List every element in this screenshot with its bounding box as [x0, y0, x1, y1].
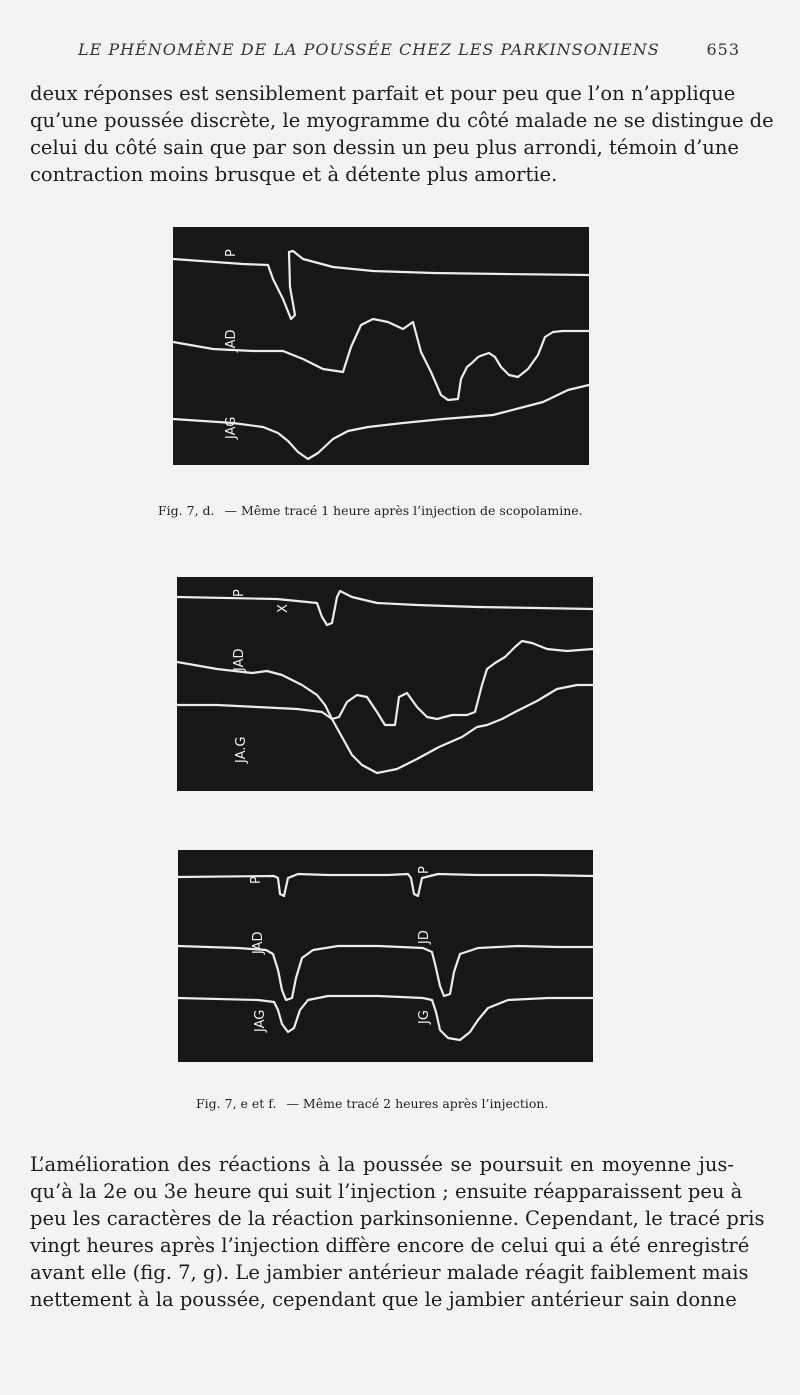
figure-7d-traces	[173, 227, 589, 465]
paragraph-line: avant elle (fig. 7, g). Le jambier antérieur malade réagit faiblement mais	[30, 1261, 749, 1284]
paragraph-line: peu les caractères de la réaction parkinsonienne. Cependant, le tracé pris	[30, 1207, 765, 1230]
paragraph-line: deux réponses est sensiblement parfait et pour peu que l’on n’applique	[30, 82, 736, 105]
paragraph-top	[30, 80, 774, 188]
running-head-title: LE PHÉNOMÈNE DE LA POUSSÉE CHEZ LES PARKINSONIENS	[78, 40, 660, 59]
figure-7d-caption	[158, 503, 583, 518]
figure-7ef-caption	[196, 1096, 548, 1111]
page-number: 653	[706, 40, 740, 59]
paragraph-line: nettement à la poussée, cependant que le jambier antérieur sain donne	[30, 1288, 737, 1311]
trace-jad	[178, 946, 593, 1000]
label-jag: JAG	[253, 1009, 268, 1032]
paragraph-line: contraction moins brusque et à détente plus amortie.	[30, 163, 558, 186]
trace-p	[178, 874, 593, 896]
label-jad: JAD	[232, 648, 247, 671]
figure-7e-myogram	[177, 577, 593, 791]
label-jad: JAD	[251, 931, 266, 954]
figure-7e-traces	[177, 577, 593, 791]
trace-p	[173, 251, 589, 319]
label-x: X	[276, 604, 291, 613]
label-p: P	[232, 589, 247, 597]
figure-7f-traces	[178, 850, 593, 1062]
paragraph-line: L’amélioration des réactions à la poussée se poursuit en moyenne jus-	[30, 1153, 734, 1176]
caption-figure-number: Fig. 7, e et f.	[196, 1096, 277, 1111]
label-jg: JG	[417, 1010, 432, 1024]
caption-text: — Même tracé 2 heures après l’injection.	[286, 1096, 549, 1111]
label-jag: JA.G	[234, 736, 249, 763]
paragraph-bottom	[30, 1151, 765, 1313]
paragraph-line: qu’à la 2e ou 3e heure qui suit l’injection ; ensuite réapparaissent peu à	[30, 1180, 743, 1203]
figure-7f-myogram	[178, 850, 593, 1062]
trace-jag	[178, 996, 593, 1040]
paragraph-line: vingt heures après l’injection diffère encore de celui qui a été enregistré	[30, 1234, 750, 1257]
label-p: P	[224, 249, 239, 257]
paragraph-line: celui du côté sain que par son dessin un peu plus arrondi, témoin d’une	[30, 136, 739, 159]
paragraph-line: qu’une poussée discrète, le myogramme du côté malade ne se distingue de	[30, 109, 774, 132]
figure-7d-myogram	[173, 227, 589, 465]
caption-text: — Même tracé 1 heure après l’injection de scopolamine.	[224, 503, 583, 518]
label-jd: JD	[417, 930, 432, 944]
label-p-right: P	[417, 866, 432, 874]
label-jad: JAD	[224, 329, 239, 352]
label-jag: JAG	[224, 416, 239, 439]
caption-figure-number: Fig. 7, d.	[158, 503, 215, 518]
label-p-left: P	[249, 876, 264, 884]
